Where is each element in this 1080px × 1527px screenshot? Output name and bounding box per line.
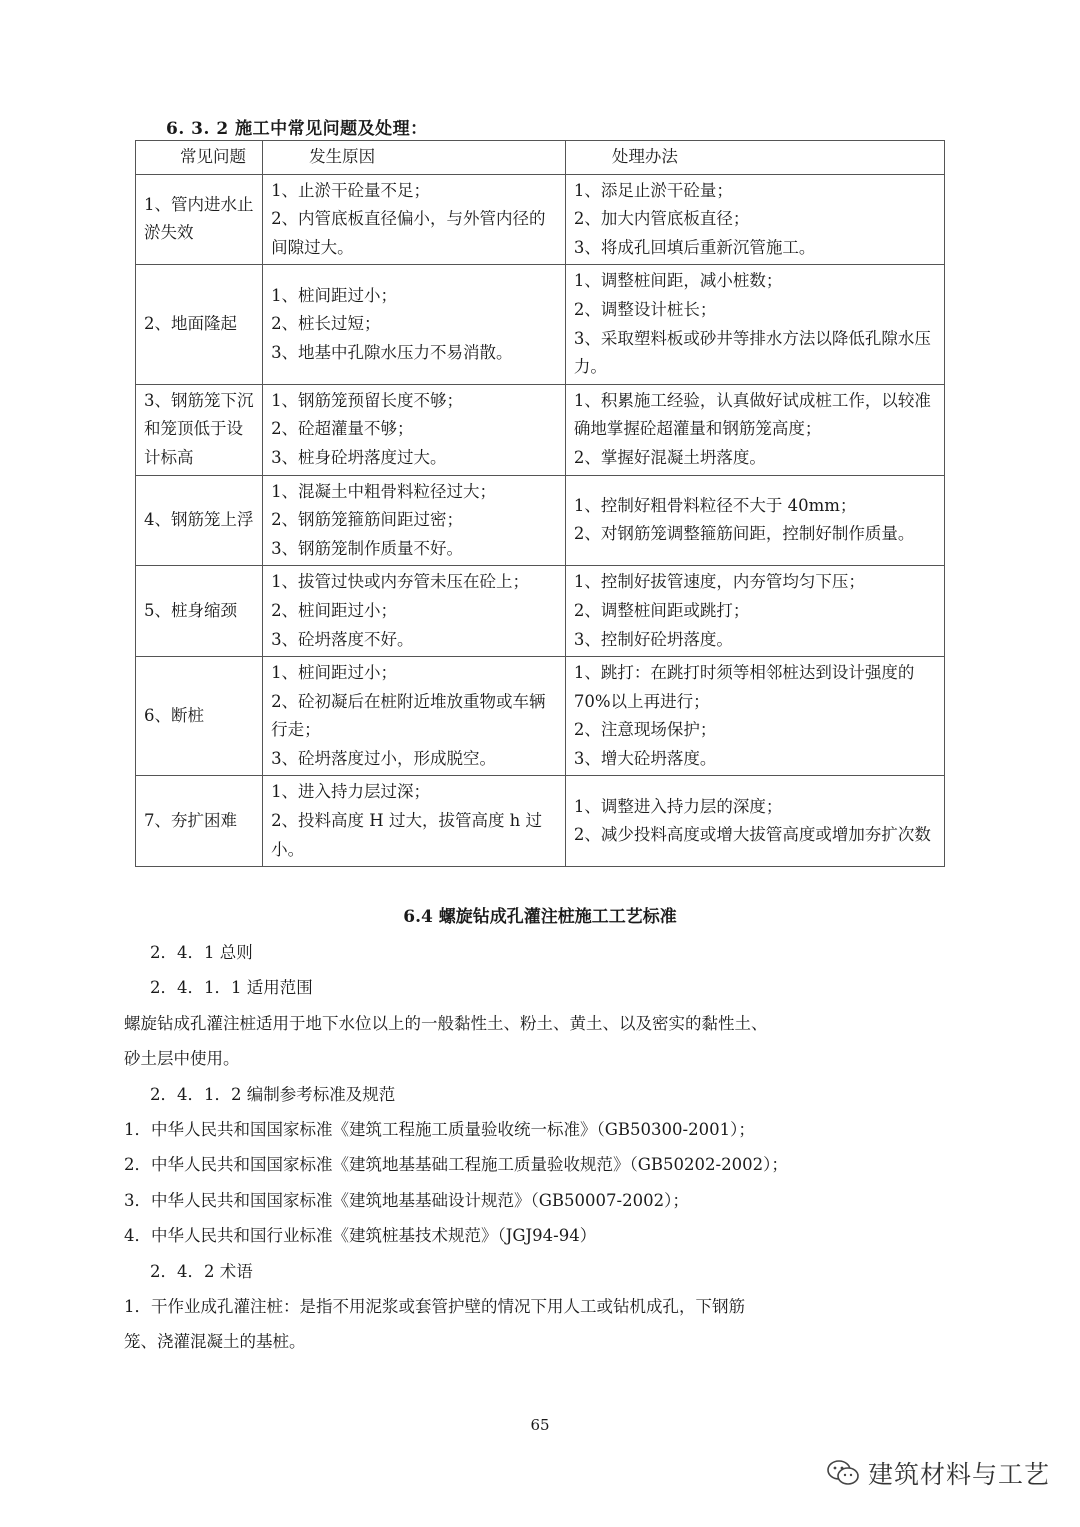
cause-item: 1、混凝土中粗骨料粒径过大； [271, 481, 497, 501]
solution-item: 1、调整桩间距，减小桩数； [573, 271, 783, 291]
solution-item: 3、采取塑料板或砂井等排水方法以降低孔隙水压力。 [573, 328, 931, 377]
cause-item: 2、钢筋笼箍筋间距过密； [271, 510, 464, 530]
solution-cell [565, 657, 944, 776]
solution-cell [565, 776, 944, 867]
cause-item: 3、地基中孔隙水压力不易消散。 [271, 342, 513, 362]
cause-cell [263, 776, 566, 867]
cause-item: 1、钢筋笼预留长度不够； [271, 390, 464, 410]
solution-item: 3、将成孔回填后重新沉管施工。 [573, 237, 816, 257]
cause-item: 1、拔管过快或内夯管未压在砼上； [271, 572, 530, 592]
cause-item: 2、桩长过短； [271, 314, 381, 334]
cause-item: 2、内管底板直径偏小，与外管内径的间隙过大。 [271, 209, 546, 257]
cause-item: 1、止淤干砼量不足； [271, 180, 431, 200]
solution-item: 1、控制好拔管速度，内夯管均匀下压； [573, 572, 865, 592]
paragraph: 2．4．2 术语 [150, 1261, 253, 1281]
solution-item: 3、增大砼坍落度。 [573, 748, 717, 768]
paragraph: 2．中华人民共和国国家标准《建筑地基基础工程施工质量验收规范》（GB50202-2002）； [124, 1155, 788, 1175]
paragraph: 2．4．1．1 适用范围 [150, 978, 313, 998]
header-cause: 发生原因 [263, 141, 566, 175]
cause-cell [263, 174, 566, 265]
cause-cell [263, 657, 566, 776]
solution-item: 2、注意现场保护； [573, 720, 717, 740]
solution-cell [565, 265, 944, 384]
solution-item: 2、对钢筋笼调整箍筋间距，控制好制作质量。 [573, 524, 915, 544]
paragraph: 螺旋钻成孔灌注桩适用于地下水位以上的一般黏性土、粉土、黄土、以及密实的黏性土、 [124, 1013, 768, 1033]
solution-cell [565, 475, 944, 566]
header-solution: 处理办法 [565, 141, 944, 175]
table-row [136, 776, 945, 867]
section-title-2: 6.4 螺旋钻成孔灌注桩施工工艺标准 [403, 907, 677, 927]
cause-cell [263, 265, 566, 384]
paragraph: 2．4．1 总则 [150, 943, 253, 962]
table-row [136, 475, 945, 566]
paragraph: 1．中华人民共和国国家标准《建筑工程施工质量验收统一标准》（GB50300-2001）； [124, 1120, 755, 1140]
problem-cell: 5、桩身缩颈 [136, 566, 263, 657]
solution-item: 2、减少投料高度或增大拔管高度或增加夯扩次数 [573, 825, 931, 845]
cause-cell [263, 384, 566, 475]
page-number: 65 [530, 1416, 550, 1434]
solution-item: 2、加大内管底板直径； [573, 209, 750, 229]
paragraph: 砂土层中使用。 [124, 1049, 240, 1069]
cause-item: 2、砼初凝后在桩附近堆放重物或车辆行走； [271, 691, 546, 740]
problem-cell: 3、钢筋笼下沉和笼顶低于设计标高 [136, 384, 263, 475]
solution-item: 3、控制好砼坍落度。 [573, 629, 733, 649]
solution-item: 2、掌握好混凝土坍落度。 [573, 447, 766, 467]
problem-cell: 4、钢筋笼上浮 [136, 475, 263, 566]
cause-item: 3、砼坍落度过小，形成脱空。 [271, 748, 497, 768]
solution-item: 1、跳打：在跳打时须等相邻桩达到设计强度的 70%以上再进行； [573, 663, 915, 711]
solution-item: 2、调整设计桩长； [573, 299, 717, 319]
cause-item: 2、桩间距过小； [271, 600, 398, 620]
paragraph: 1．干作业成孔灌注桩：是指不用泥浆或套管护壁的情况下用人工或钻机成孔，下钢筋 [124, 1297, 745, 1317]
cause-item: 1、桩间距过小； [271, 663, 398, 683]
table-row [136, 657, 945, 776]
problem-cell: 1、管内进水止淤失效 [136, 174, 263, 265]
solution-item: 2、调整桩间距或跳打； [573, 600, 750, 620]
cause-item: 2、砼超灌量不够； [271, 419, 414, 439]
solution-item: 1、调整进入持力层的深度； [573, 796, 783, 816]
paragraph: 笼、浇灌混凝土的基桩。 [124, 1332, 306, 1352]
watermark [826, 1455, 1050, 1491]
paragraph: 2．4．1．2 编制参考标准及规范 [150, 1084, 396, 1104]
table-body [136, 174, 945, 867]
table-row [136, 384, 945, 475]
solution-item: 1、控制好粗骨料粒径不大于 40mm； [573, 495, 857, 515]
table-header-row [136, 141, 945, 175]
cause-cell [263, 566, 566, 657]
section-title: 6. 3. 2 施工中常见问题及处理： [166, 119, 428, 139]
solution-cell [565, 384, 944, 475]
solution-item: 1、积累施工经验，认真做好试成桩工作，以较准确地掌握砼超灌量和钢筋笼高度； [573, 390, 931, 439]
problem-cell: 6、断桩 [136, 657, 263, 776]
paragraph: 3．中华人民共和国国家标准《建筑地基基础设计规范》（GB50007-2002）； [124, 1190, 689, 1210]
cause-item: 1、桩间距过小； [271, 285, 398, 305]
issues-table [135, 140, 945, 867]
body-text [124, 935, 910, 1360]
watermark-text: 建筑材料与工艺 [868, 1460, 1051, 1489]
solution-cell [565, 566, 944, 657]
table-row [136, 566, 945, 657]
header-problem: 常见问题 [136, 141, 263, 175]
cause-item: 3、钢筋笼制作质量不好。 [271, 538, 464, 558]
solution-item: 1、添足止淤干砼量； [573, 180, 733, 200]
problem-cell: 2、地面隆起 [136, 265, 263, 384]
solution-cell [565, 174, 944, 265]
cause-item: 3、砼坍落度不好。 [271, 629, 414, 649]
paragraph: 4．中华人民共和国行业标准《建筑桩基技术规范》（JGJ94-94） [124, 1226, 597, 1246]
wechat-icon [826, 1458, 860, 1488]
cause-item: 1、进入持力层过深； [271, 782, 431, 802]
cause-item: 3、桩身砼坍落度过大。 [271, 447, 447, 467]
table-row [136, 174, 945, 265]
cause-cell [263, 475, 566, 566]
problem-cell: 7、夯扩困难 [136, 776, 263, 867]
table-row [136, 265, 945, 384]
cause-item: 2、投料高度 H 过大，拔管高度 h 过小。 [271, 811, 543, 859]
